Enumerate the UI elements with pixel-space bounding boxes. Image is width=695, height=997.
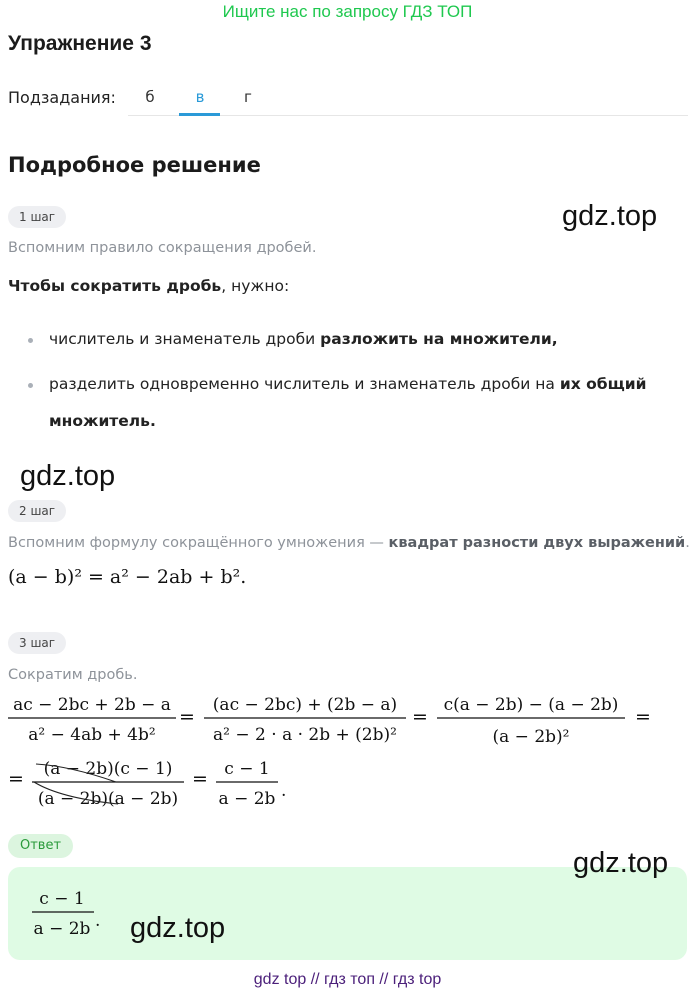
frac-5-numerator: c − 1: [224, 759, 270, 779]
exercise-title: Упражнение 3: [8, 32, 152, 55]
bullet-2-cont: [49, 412, 156, 430]
bullet-1-bold: разложить на множители,: [320, 330, 558, 348]
frac-5-denominator: a − 2b: [218, 789, 276, 809]
bullet-1-text: числитель и знаменатель дроби: [49, 330, 321, 348]
answer-numerator: c − 1: [39, 889, 85, 909]
period: .: [95, 911, 101, 931]
fraction-reduction-math: [0, 686, 695, 816]
step-3-intro: Сократим дробь.: [8, 667, 138, 683]
bullet-2: [49, 375, 646, 393]
section-title: Подробное решение: [8, 153, 261, 177]
equals-sign: =: [635, 706, 651, 728]
frac-2-denominator: a² − 2 · a · 2b + (2b)²: [213, 725, 397, 745]
frac-4-denominator: (a − 2b)(a − 2b): [37, 789, 179, 809]
bullet-2-text: разделить одновременно числитель и знаменатель дроби на: [49, 375, 560, 393]
equals-sign: =: [192, 768, 208, 790]
rule-bold: Чтобы сократить дробь: [8, 277, 222, 295]
step-1-intro: Вспомним правило сокращения дробей.: [8, 240, 317, 256]
equals-sign: =: [179, 706, 195, 728]
answer-fraction: [30, 882, 110, 942]
step-2-intro-text: Вспомним формулу сокращённого умножения —: [8, 535, 389, 551]
step-2-chip: 2 шаг: [8, 500, 66, 522]
step-2-intro-bold: квадрат разности двух выражений: [388, 535, 686, 551]
step-1-chip: 1 шаг: [8, 206, 66, 228]
watermark: gdz.top: [130, 912, 226, 944]
frac-1-numerator: ac − 2bc + 2b − a: [13, 695, 171, 715]
bullet-dot: [28, 383, 33, 388]
rule-rest: , нужно:: [221, 277, 290, 295]
answer-chip: Ответ: [8, 834, 73, 858]
square-difference-formula: (a − b)² = a² − 2ab + b².: [8, 566, 247, 588]
footer-links[interactable]: gdz top // гдз топ // гдз top: [253, 971, 442, 988]
equals-sign: =: [412, 706, 428, 728]
watermark: gdz.top: [562, 200, 658, 232]
answer-denominator: a − 2b: [33, 919, 91, 939]
frac-4-numerator: (a − 2b)(c − 1): [43, 759, 173, 779]
bullet-1: [49, 330, 558, 348]
tab-subtask-v[interactable]: в: [195, 88, 205, 106]
active-tab-indicator: [179, 113, 220, 116]
step-2-intro-end: .: [685, 535, 690, 551]
frac-3-denominator: (a − 2b)²: [492, 727, 570, 747]
step-2-intro: [8, 535, 690, 551]
tab-subtask-b[interactable]: б: [145, 88, 155, 106]
frac-1-denominator: a² − 4ab + 4b²: [28, 725, 156, 745]
bullet-2-bold-cont: множитель.: [49, 412, 156, 430]
watermark: gdz.top: [20, 460, 116, 492]
subtasks-label: Подзадания:: [8, 88, 116, 107]
step-3-chip: 3 шаг: [8, 632, 66, 654]
frac-2-numerator: (ac − 2bc) + (2b − a): [212, 695, 398, 715]
frac-3-numerator: c(a − 2b) − (a − 2b): [443, 695, 619, 715]
equals-sign: =: [8, 768, 24, 790]
bullet-2-bold: их общий: [559, 375, 647, 393]
tab-subtask-g[interactable]: г: [244, 88, 252, 106]
period: .: [281, 781, 287, 801]
search-banner: Ищите нас по запросу ГДЗ ТОП: [222, 2, 473, 21]
watermark: gdz.top: [573, 847, 669, 879]
step-1-rule: [8, 277, 289, 295]
bullet-dot: [28, 338, 33, 343]
